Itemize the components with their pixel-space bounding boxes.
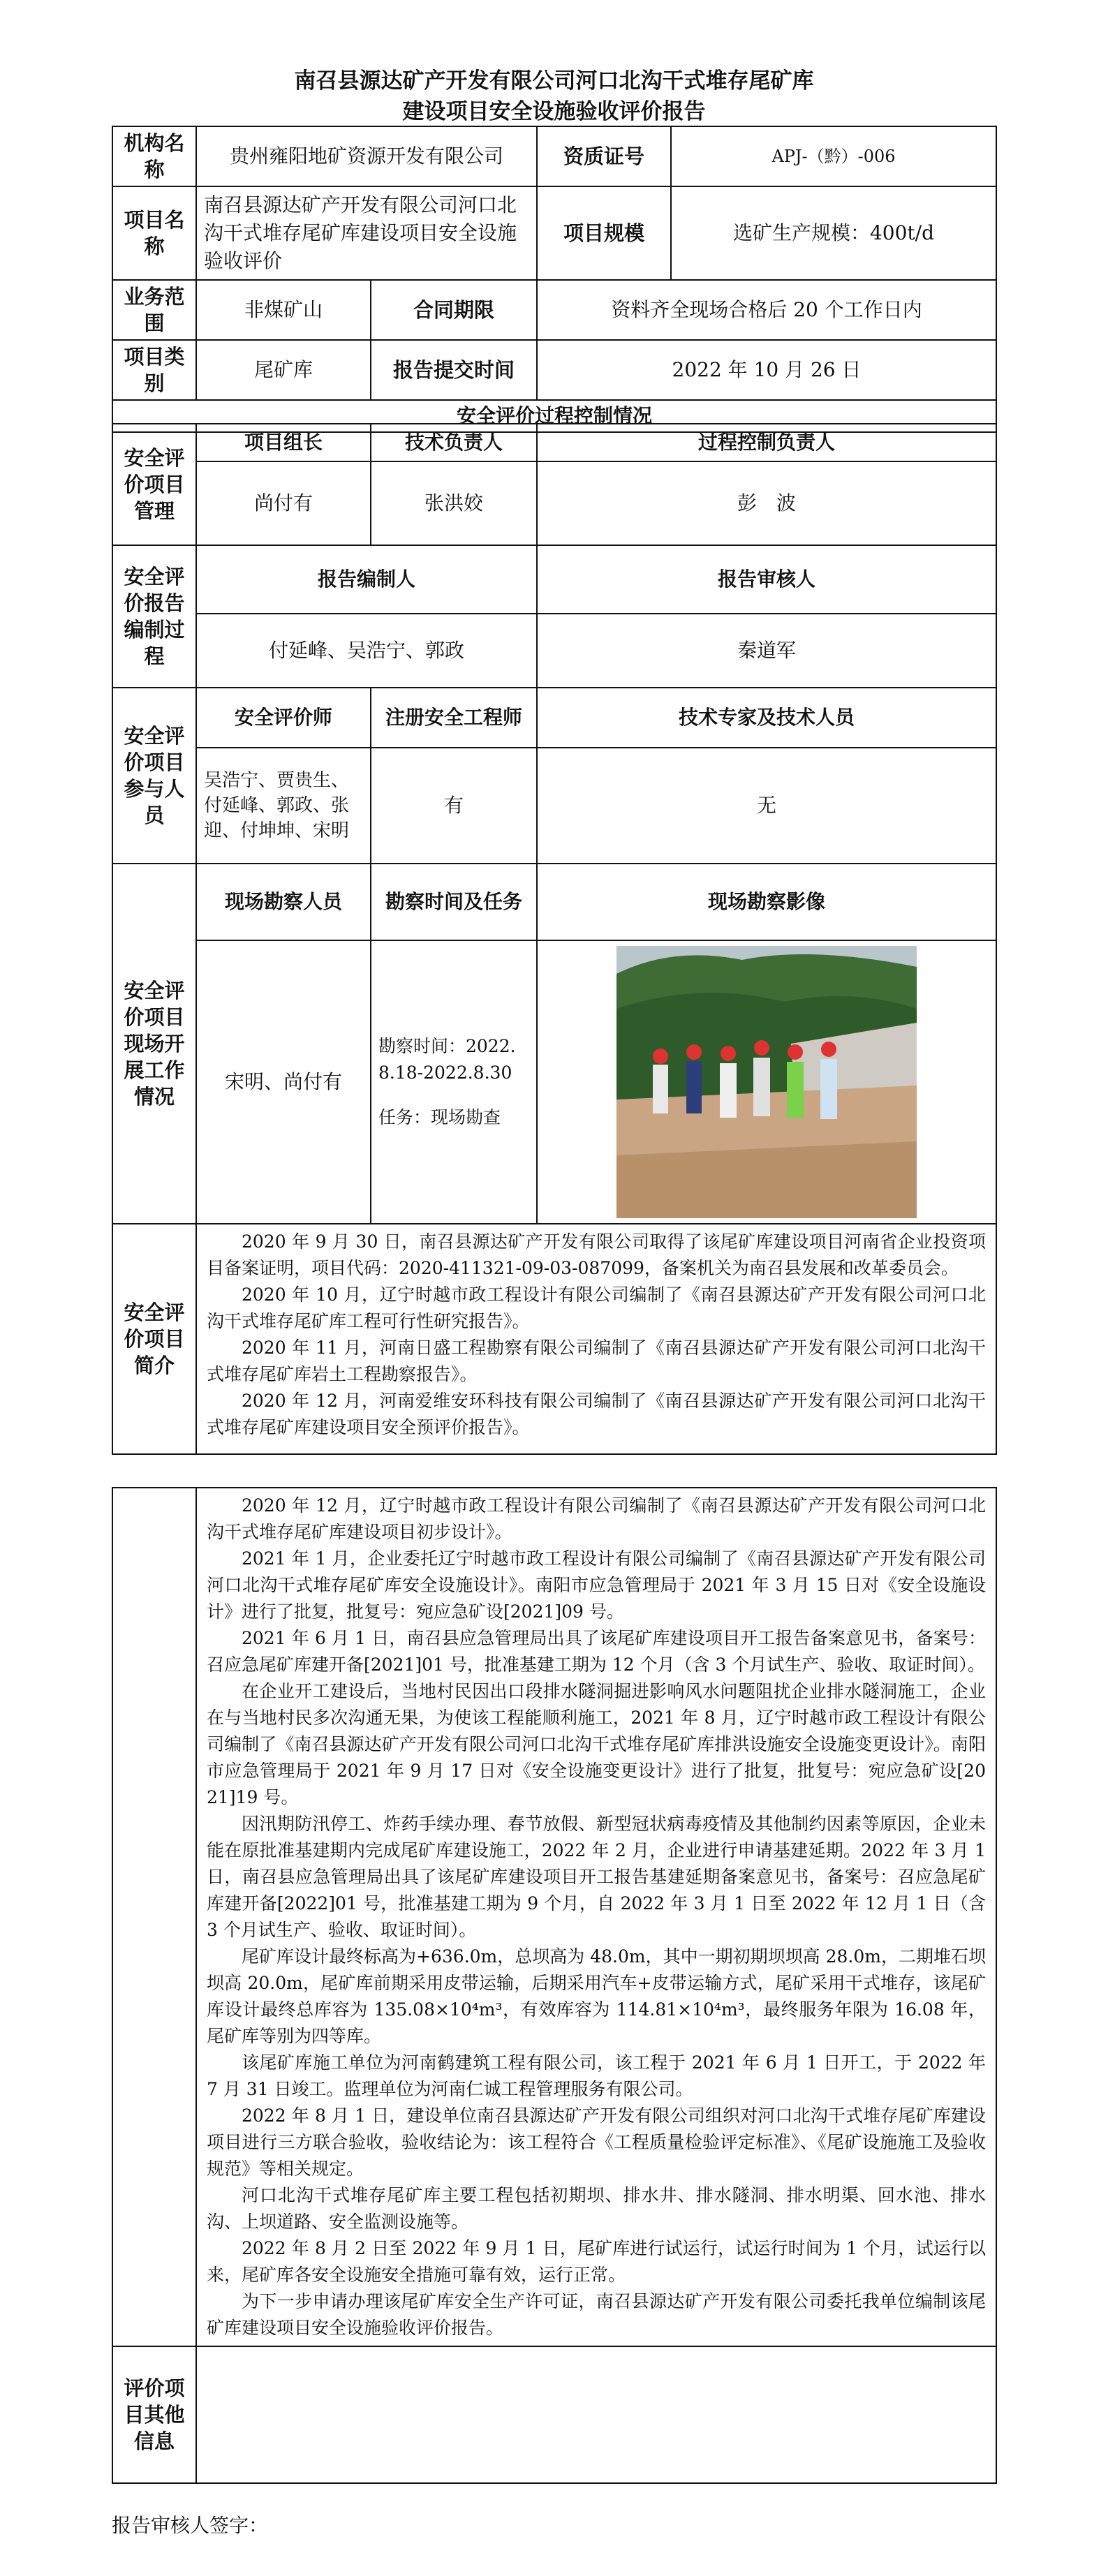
reviewer-signature-label: 报告审核人签字： <box>112 2514 269 2537</box>
mgmt-label: 安全评价项目管理 <box>112 424 196 545</box>
submit-value: 2022 年 10 月 26 日 <box>537 340 996 400</box>
site-survey-photo <box>616 946 917 1218</box>
process-table <box>112 423 997 1455</box>
intro-paragraph: 为下一步申请办理该尾矿库安全生产许可证，南召县源达矿产开发有限公司委托我单位编制该尾矿库建设项目安全设施验收评价报告。 <box>207 2291 986 2338</box>
expert-value: 无 <box>537 748 996 864</box>
site-photo-cell <box>537 940 996 1224</box>
site-staff-header: 现场勘察人员 <box>196 864 371 940</box>
intro-continued-table <box>112 1487 997 2484</box>
site-time-value: 勘察时间：2022.8.18-2022.8.30 <box>378 1036 516 1083</box>
type-value: 尾矿库 <box>196 340 371 400</box>
evaluator-header: 安全评价师 <box>196 688 371 748</box>
site-photo-header: 现场勘察影像 <box>537 864 996 940</box>
reg-engineer-value: 有 <box>371 748 537 864</box>
other-info-value <box>196 2346 996 2483</box>
intro-continued-label-cell <box>112 1488 196 2346</box>
business-value: 非煤矿山 <box>196 280 371 340</box>
ctrl-value: 彭 波 <box>537 461 996 545</box>
report-title-line2: 建设项目安全设施验收评价报告 <box>402 99 706 124</box>
intro-paragraph: 2020 年 11 月，河南日盛工程勘察有限公司编制了《南召县源达矿产开发有限公司河口北沟干式堆存尾矿库岩土工程勘察报告》。 <box>207 1338 986 1384</box>
intro-text-page1 <box>196 1224 996 1454</box>
evaluator-value: 吴浩宁、贾贵生、付延峰、郭政、张迎、付坤坤、宋明 <box>196 748 371 864</box>
org-label: 机构名称 <box>112 126 196 186</box>
leader-header: 项目组长 <box>196 424 371 461</box>
intro-paragraph: 因汛期防汛停工、炸药手续办理、春节放假、新型冠状病毒疫情及其他制约因素等原因，企业未能在原批准基建期内完成尾矿库建设施工，2022 年 2 月，企业进行申请基建延期。2022 年 3 月 1 日，南召县应急管理局出具了该尾矿库建设项目开工报告基建延期备案意见书，备案号：召应急尾矿库建开备[2022]01 号，批准基建工期为 9 个月，自 2022 年 3 月 1 日至 2022 年 12 月 1 日（含 3 个月试生产、验收、取证时间）。 <box>207 1814 986 1940</box>
intro-paragraph: 2022 年 8 月 2 日至 2022 年 9 月 1 日，尾矿库进行试运行，试运行时间为 1 个月，试运行以来，尾矿库各安全设施安全措施可靠有效，运行正常。 <box>207 2238 986 2285</box>
scale-value: 选矿生产规模：400t/d <box>671 186 996 280</box>
tech-value: 张洪姣 <box>371 461 537 545</box>
site-label: 安全评价项目现场开展工作情况 <box>112 864 196 1224</box>
intro-paragraph: 尾矿库设计最终标高为+636.0m，总坝高为 48.0m，其中一期初期坝坝高 28.0m，二期堆石坝坝高 20.0m，尾矿库前期采用皮带运输，后期采用汽车+皮带运输方式，尾矿采用干式堆存，该尾矿库设计最终总库容为 135.08×10⁴m³，有效库容为 114.81×10⁴m³，最终服务年限为 16.08 年，尾矿库等别为四等库。 <box>207 1946 986 2046</box>
type-label: 项目类别 <box>112 340 196 400</box>
project-name-label: 项目名称 <box>112 186 196 280</box>
report-title-line1: 南召县源达矿产开发有限公司河口北沟干式堆存尾矿库 <box>294 68 814 94</box>
reviewer-value: 秦道军 <box>537 614 996 688</box>
intro-label: 安全评价项目简介 <box>112 1224 196 1454</box>
intro-paragraph: 2022 年 8 月 1 日，建设单位南召县源达矿产开发有限公司组织对河口北沟干式堆存尾矿库建设项目进行三方联合验收，验收结论为：该工程符合《工程质量检验评定标准》、《尾矿设施施工及验收规范》等相关规定。 <box>207 2105 986 2179</box>
contract-label: 合同期限 <box>371 280 537 340</box>
site-task-value: 任务：现场勘查 <box>378 1107 501 1127</box>
business-label: 业务范围 <box>112 280 196 340</box>
info-table <box>112 126 997 433</box>
contract-value: 资料齐全现场合格后 20 个工作日内 <box>537 280 996 340</box>
reg-engineer-header: 注册安全工程师 <box>371 688 537 748</box>
intro-paragraph: 2021 年 6 月 1 日，南召县应急管理局出具了该尾矿库建设项目开工报告备案意见书，备案号：召应急尾矿库建开备[2021]01 号，批准基建工期为 12 个月（含 3 个月试生产、验收、取证时间）。 <box>207 1628 986 1675</box>
project-name-value: 南召县源达矿产开发有限公司河口北沟干式堆存尾矿库建设项目安全设施验收评价 <box>196 186 537 280</box>
cert-label: 资质证号 <box>537 126 671 186</box>
expert-header: 技术专家及技术人员 <box>537 688 996 748</box>
site-staff-value: 宋明、尚付有 <box>196 940 371 1224</box>
tech-header: 技术负责人 <box>371 424 537 461</box>
intro-text-page2 <box>196 1488 996 2346</box>
intro-paragraph: 河口北沟干式堆存尾矿库主要工程包括初期坝、排水井、排水隧洞、排水明渠、回水池、排水沟、上坝道路、安全监测设施等。 <box>207 2185 986 2232</box>
intro-paragraph: 2020 年 9 月 30 日，南召县源达矿产开发有限公司取得了该尾矿库建设项目河南省企业投资项目备案证明，项目代码：2020-411321-09-03-087099，备案机关为南召县发展和改革委员会。 <box>207 1231 986 1278</box>
intro-paragraph: 2020 年 12 月，河南爱维安环科技有限公司编制了《南召县源达矿产开发有限公司河口北沟干式堆存尾矿库建设项目安全预评价报告》。 <box>207 1391 986 1437</box>
intro-paragraph: 2020 年 10 月，辽宁时越市政工程设计有限公司编制了《南召县源达矿产开发有限公司河口北沟干式堆存尾矿库工程可行性研究报告》。 <box>207 1285 986 1331</box>
intro-paragraph: 2020 年 12 月，辽宁时越市政工程设计有限公司编制了《南召县源达矿产开发有限公司河口北沟干式堆存尾矿库建设项目初步设计》。 <box>207 1495 986 1542</box>
scale-label: 项目规模 <box>537 186 671 280</box>
writer-header: 报告编制人 <box>196 545 537 614</box>
ctrl-header: 过程控制负责人 <box>537 424 996 461</box>
cert-value: APJ-（黔）-006 <box>671 126 996 186</box>
other-info-label: 评价项目其他信息 <box>112 2346 196 2483</box>
report-label: 安全评价报告编制过程 <box>112 545 196 688</box>
site-time-header: 勘察时间及任务 <box>371 864 537 940</box>
process-section-title: 安全评价过程控制情况 <box>112 400 996 432</box>
leader-value: 尚付有 <box>196 461 371 545</box>
staff-label: 安全评价项目参与人员 <box>112 688 196 864</box>
intro-paragraph: 2021 年 1 月，企业委托辽宁时越市政工程设计有限公司编制了《南召县源达矿产开发有限公司河口北沟干式堆存尾矿库安全设施设计》。南阳市应急管理局于 2021 年 3 月 15 日对《安全设施设计》进行了批复，批复号：宛应急矿设[2021]09 号。 <box>207 1548 986 1622</box>
submit-label: 报告提交时间 <box>371 340 537 400</box>
writer-value: 付延峰、吴浩宁、郭政 <box>196 614 537 688</box>
intro-paragraph: 该尾矿库施工单位为河南鹤建筑工程有限公司，该工程于 2021 年 6 月 1 日开工，于 2022 年 7 月 31 日竣工。监理单位为河南仁诚工程管理服务有限公司。 <box>207 2052 986 2099</box>
org-value: 贵州雍阳地矿资源开发有限公司 <box>196 126 537 186</box>
reviewer-header: 报告审核人 <box>537 545 996 614</box>
intro-paragraph: 在企业开工建设后，当地村民因出口段排水隧洞掘进影响风水问题阻扰企业排水隧洞施工，企业在与当地村民多次沟通无果，为使该工程能顺利施工，2021 年 8 月，辽宁时越市政工程设计有限公司编制了《南召县源达矿产开发有限公司河口北沟干式堆存尾矿库排洪设施安全设施变更设计》。南阳市应急管理局于 2021 年 9 月 17 日对《安全设施变更设计》进行了批复，批复号：宛应急矿设[2021]19 号。 <box>207 1681 986 1807</box>
site-time-cell <box>371 940 537 1224</box>
